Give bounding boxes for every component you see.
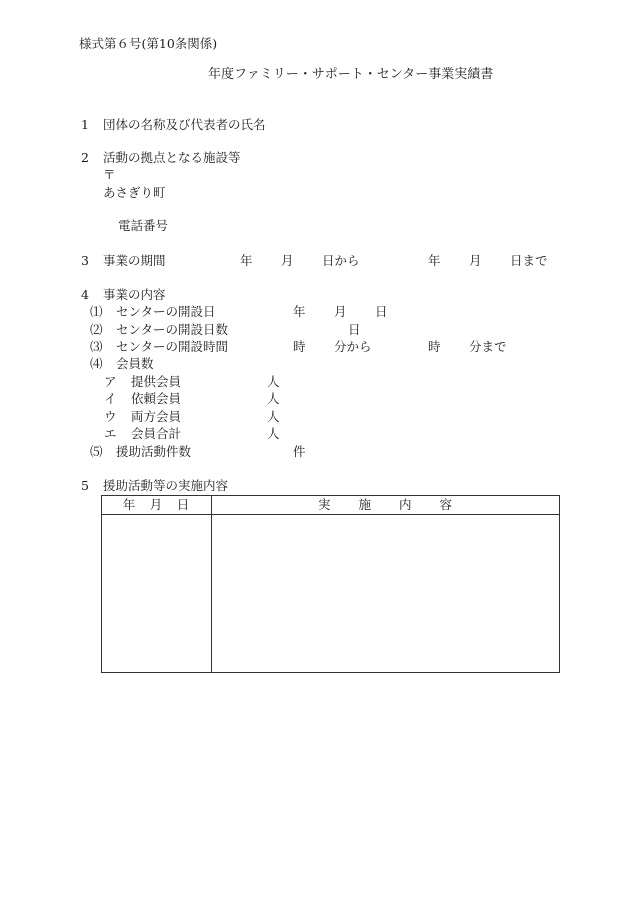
section-2-label: 活動の拠点となる施設等 [103,150,241,165]
member-c-unit: 人 [267,409,280,424]
item-3-label: センターの開設時間 [116,339,229,354]
member-c-label: 両方会員 [131,409,182,424]
section-5-label: 援助活動等の実施内容 [103,478,229,493]
phone-label: 電話番号 [118,218,169,233]
item-1-number: ⑴ [90,304,103,319]
section-3-number: 3 [81,253,89,268]
item-1-label: センターの開設日 [116,304,216,319]
town-name: あさぎり町 [103,185,166,200]
table-header-content: 実 施 内 容 [317,497,453,512]
activity-table [101,495,560,673]
member-b-label: 依頼会員 [131,391,182,406]
member-a-unit: 人 [267,374,280,389]
document-title: 年度ファミリー・サポート・センター事業実績書 [208,67,494,82]
period-to-day: 日まで [510,253,548,268]
item-4-label: 会員数 [116,356,154,371]
member-a-kana: ア [104,374,117,389]
section-4-number: 4 [81,287,89,302]
open-days-unit: 日 [348,322,361,337]
open-date-month: 月 [334,304,347,319]
open-to-minute: 分まで [469,339,507,354]
section-5-number: 5 [81,478,89,493]
activity-count-unit: 件 [293,444,306,459]
item-2-number: ⑵ [90,322,103,337]
open-from-minute: 分から [334,339,372,354]
period-to-year: 年 [428,253,441,268]
member-b-unit: 人 [267,391,280,406]
member-b-kana: イ [104,391,117,406]
open-from-hour: 時 [293,339,306,354]
open-date-day: 日 [375,304,388,319]
member-d-label: 会員合計 [131,426,182,441]
period-from-year: 年 [240,253,253,268]
item-5-number: ⑸ [90,444,103,459]
postal-mark: 〒 [103,167,116,182]
table-header-date: 年 月 日 [122,497,191,512]
section-1-number: 1 [81,117,89,132]
open-to-hour: 時 [428,339,441,354]
member-d-unit: 人 [267,426,280,441]
table-content-cell[interactable] [212,515,559,672]
period-from-day: 日から [322,253,360,268]
section-3-label: 事業の期間 [103,253,166,268]
open-date-year: 年 [293,304,306,319]
item-2-label: センターの開設日数 [116,322,229,337]
item-4-number: ⑷ [90,356,103,371]
section-2-number: 2 [81,150,89,165]
member-c-kana: ウ [104,409,117,424]
section-1-label: 団体の名称及び代表者の氏名 [103,117,266,132]
period-to-month: 月 [469,253,482,268]
item-3-number: ⑶ [90,339,103,354]
form-number-label: 様式第６号(第10条関係) [79,36,218,51]
section-4-label: 事業の内容 [103,287,166,302]
period-from-month: 月 [281,253,294,268]
table-date-cell[interactable] [102,515,211,672]
item-5-label: 援助活動件数 [116,444,192,459]
member-d-kana: エ [104,426,117,441]
member-a-label: 提供会員 [131,374,182,389]
